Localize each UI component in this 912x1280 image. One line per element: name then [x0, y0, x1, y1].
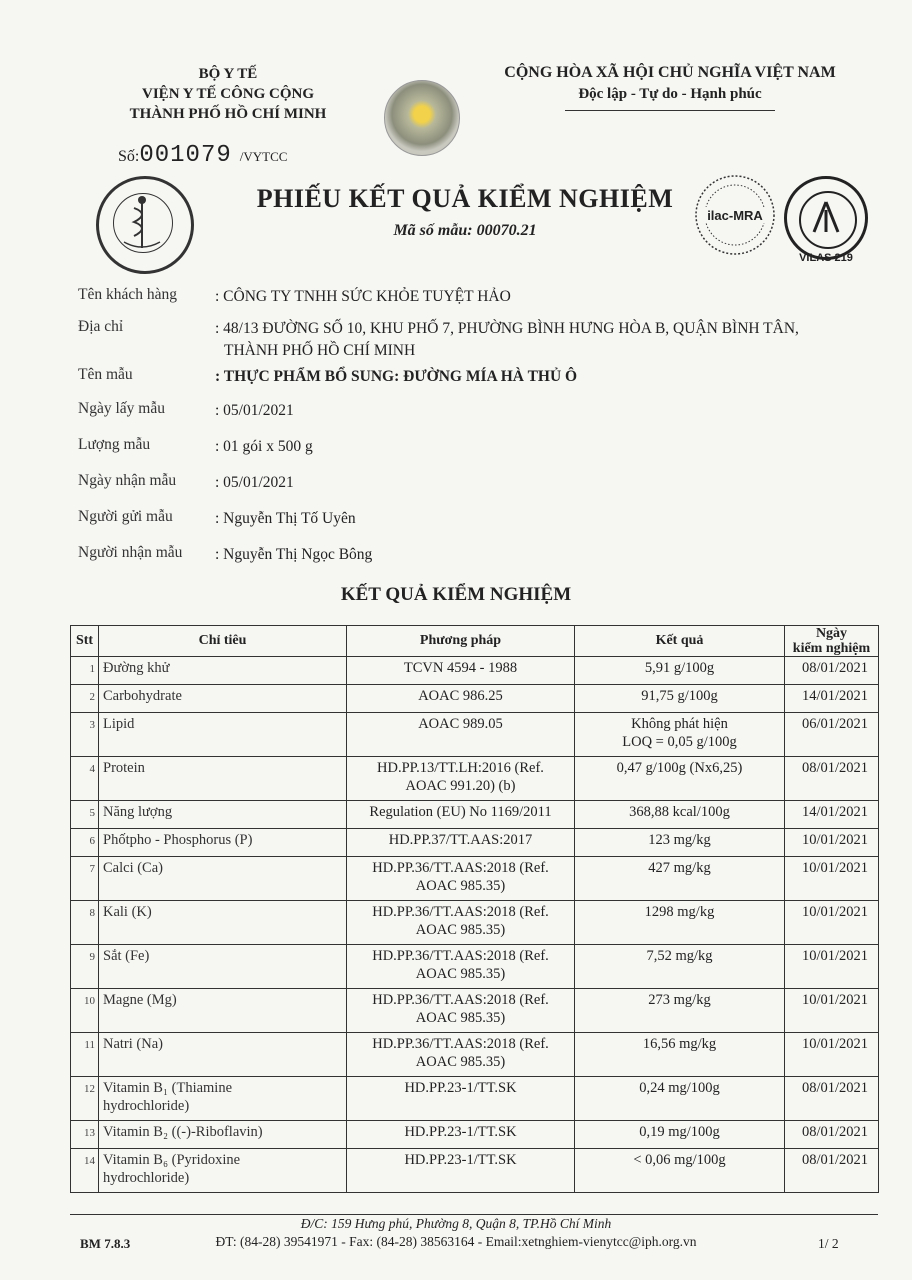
table-row — [71, 1077, 879, 1121]
national-header — [470, 64, 870, 103]
row-result: 7,52 mg/kg — [575, 945, 785, 989]
row-name: Phốtpho - Phosphorus (P) — [99, 829, 347, 857]
issuer-block — [88, 64, 368, 124]
row-stt: 6 — [71, 829, 99, 857]
header-method: Phương pháp — [347, 626, 575, 657]
row-stt: 1 — [71, 657, 99, 685]
row-name: Calci (Ca) — [99, 857, 347, 901]
row-name: Kali (K) — [99, 901, 347, 945]
table-row — [71, 989, 879, 1033]
row-method: HD.PP.36/TT.AAS:2018 (Ref. AOAC 985.35) — [347, 901, 575, 945]
row-result: 273 mg/kg — [575, 989, 785, 1033]
table-row — [71, 1033, 879, 1077]
header-date: Ngày kiểm nghiệm — [785, 626, 879, 657]
info-label: Lượng mẫu — [78, 436, 151, 453]
ilac-logo-text: ilac-MRA — [707, 208, 763, 223]
table-row — [71, 801, 879, 829]
institute-name-line1: VIỆN Y TẾ CÔNG CỘNG — [142, 86, 314, 102]
table-row — [71, 713, 879, 757]
info-value: : 48/13 ĐƯỜNG SỐ 10, KHU PHỐ 7, PHƯỜNG BÌNH HƯNG HÒA B, QUẬN BÌNH TÂN, THÀNH PHỐ HỒ CHÍ MINH — [215, 320, 799, 359]
row-method: TCVN 4594 - 1988 — [347, 657, 575, 685]
row-result: 368,88 kcal/100g — [575, 801, 785, 829]
row-method: AOAC 989.05 — [347, 713, 575, 757]
row-date: 08/01/2021 — [785, 757, 879, 801]
row-method: HD.PP.23-1/TT.SK — [347, 1077, 575, 1121]
number-prefix: Số: — [118, 148, 140, 165]
form-code: BM 7.8.3 — [80, 1236, 131, 1251]
institute-seal-icon — [96, 176, 194, 274]
row-method: HD.PP.37/TT.AAS:2017 — [347, 829, 575, 857]
motto-underline — [565, 110, 775, 111]
row-result: Không phát hiện LOQ = 0,05 g/100g — [575, 713, 785, 757]
row-result: 1298 mg/kg — [575, 901, 785, 945]
row-method: AOAC 986.25 — [347, 685, 575, 713]
row-stt: 11 — [71, 1033, 99, 1077]
table-row — [71, 657, 879, 685]
ilac-mra-logo-icon — [694, 174, 776, 256]
institute-name-line2: THÀNH PHỐ HỒ CHÍ MINH — [129, 106, 327, 122]
row-date: 08/01/2021 — [785, 1077, 879, 1121]
row-name: Carbohydrate — [99, 685, 347, 713]
info-value: : 05/01/2021 — [215, 474, 294, 491]
row-date: 08/01/2021 — [785, 657, 879, 685]
number-suffix: /VYTCC — [239, 149, 288, 164]
table-row — [71, 1149, 879, 1193]
info-label: Ngày lấy mẫu — [78, 400, 165, 417]
table-row — [71, 1121, 879, 1149]
row-stt: 12 — [71, 1077, 99, 1121]
info-label: Ngày nhận mẫu — [78, 472, 177, 489]
country-name: CỘNG HÒA XÃ HỘI CHỦ NGHĨA VIỆT NAM — [504, 64, 836, 81]
info-label: Người gửi mẫu — [78, 508, 173, 525]
info-value: : THỰC PHẨM BỔ SUNG: ĐƯỜNG MÍA HÀ THỦ Ô — [215, 368, 578, 385]
info-label: Địa chỉ — [78, 318, 124, 335]
row-stt: 5 — [71, 801, 99, 829]
header-result: Kết quả — [575, 626, 785, 657]
info-label: Người nhận mẫu — [78, 544, 183, 561]
row-date: 06/01/2021 — [785, 713, 879, 757]
row-stt: 14 — [71, 1149, 99, 1193]
table-header-row — [71, 626, 879, 657]
row-date: 14/01/2021 — [785, 801, 879, 829]
info-label: Tên khách hàng — [78, 286, 177, 303]
row-name: Vitamin B₁ (Thiamine hydrochloride) — [99, 1077, 347, 1121]
row-stt: 7 — [71, 857, 99, 901]
row-method: HD.PP.36/TT.AAS:2018 (Ref. AOAC 985.35) — [347, 1033, 575, 1077]
row-stt: 4 — [71, 757, 99, 801]
results-title: KẾT QUẢ KIỂM NGHIỆM — [340, 584, 572, 605]
header-stt: Stt — [71, 626, 99, 657]
row-method: HD.PP.36/TT.AAS:2018 (Ref. AOAC 985.35) — [347, 989, 575, 1033]
row-result: 0,24 mg/100g — [575, 1077, 785, 1121]
table-row — [71, 829, 879, 857]
row-result: 5,91 g/100g — [575, 657, 785, 685]
hologram-sticker-icon — [384, 80, 460, 156]
header-name: Chỉ tiêu — [99, 626, 347, 657]
row-name: Natri (Na) — [99, 1033, 347, 1077]
row-result: 91,75 g/100g — [575, 685, 785, 713]
row-date: 08/01/2021 — [785, 1121, 879, 1149]
row-method: HD.PP.23-1/TT.SK — [347, 1149, 575, 1193]
row-date: 10/01/2021 — [785, 989, 879, 1033]
document-number — [118, 142, 287, 169]
row-name: Vitamin B₂ ((-)-Riboflavin) — [99, 1121, 347, 1149]
national-motto: Độc lập - Tự do - Hạnh phúc — [578, 86, 762, 102]
row-name: Lipid — [99, 713, 347, 757]
row-name: Protein — [99, 757, 347, 801]
page-number: 1/ 2 — [818, 1236, 839, 1251]
row-stt: 10 — [71, 989, 99, 1033]
ministry-name: BỘ Y TẾ — [198, 66, 258, 82]
vilas-code: VILAS 219 — [799, 252, 853, 264]
row-result: 0,47 g/100g (Nx6,25) — [575, 757, 785, 801]
footer-contact: ĐT: (84-28) 39541971 - Fax: (84-28) 38563164 - Email:xetnghiem-vienytcc@iph.org.vn — [215, 1234, 697, 1249]
row-name: Năng lượng — [99, 801, 347, 829]
row-result: 16,56 mg/kg — [575, 1033, 785, 1077]
row-stt: 3 — [71, 713, 99, 757]
results-table — [70, 625, 879, 1193]
row-method: HD.PP.36/TT.AAS:2018 (Ref. AOAC 985.35) — [347, 857, 575, 901]
info-value: : Nguyễn Thị Tố Uyên — [215, 510, 356, 527]
table-row — [71, 945, 879, 989]
bureau-of-accreditation-logo-icon — [784, 176, 868, 260]
table-row — [71, 685, 879, 713]
footer-divider — [70, 1214, 878, 1215]
row-stt: 2 — [71, 685, 99, 713]
row-method: Regulation (EU) No 1169/2011 — [347, 801, 575, 829]
number-value: 001079 — [139, 142, 232, 169]
row-stt: 8 — [71, 901, 99, 945]
sample-code: Mã số mẫu: 00070.21 — [393, 222, 537, 239]
row-date: 10/01/2021 — [785, 945, 879, 989]
row-date: 10/01/2021 — [785, 829, 879, 857]
row-date: 10/01/2021 — [785, 857, 879, 901]
info-value: : 01 gói x 500 g — [215, 438, 313, 455]
row-method: HD.PP.13/TT.LH:2016 (Ref. AOAC 991.20) (b) — [347, 757, 575, 801]
row-name: Sắt (Fe) — [99, 945, 347, 989]
row-result: 123 mg/kg — [575, 829, 785, 857]
row-name: Magne (Mg) — [99, 989, 347, 1033]
row-stt: 13 — [71, 1121, 99, 1149]
row-date: 08/01/2021 — [785, 1149, 879, 1193]
row-name: Vitamin B₆ (Pyridoxine hydrochloride) — [99, 1149, 347, 1193]
row-result: 0,19 mg/100g — [575, 1121, 785, 1149]
row-method: HD.PP.23-1/TT.SK — [347, 1121, 575, 1149]
row-result: 427 mg/kg — [575, 857, 785, 901]
info-value: : 05/01/2021 — [215, 402, 294, 419]
info-label: Tên mẫu — [78, 366, 133, 383]
row-stt: 9 — [71, 945, 99, 989]
row-date: 10/01/2021 — [785, 901, 879, 945]
row-date: 10/01/2021 — [785, 1033, 879, 1077]
row-name: Đường khử — [99, 657, 347, 685]
table-row — [71, 857, 879, 901]
footer-address: Đ/C: 159 Hưng phú, Phường 8, Quận 8, TP.Hồ Chí Minh — [300, 1216, 612, 1231]
info-value: : CÔNG TY TNHH SỨC KHỎE TUYỆT HẢO — [215, 288, 511, 305]
row-method: HD.PP.36/TT.AAS:2018 (Ref. AOAC 985.35) — [347, 945, 575, 989]
info-value: : Nguyễn Thị Ngọc Bông — [215, 546, 373, 563]
row-date: 14/01/2021 — [785, 685, 879, 713]
document-title: PHIẾU KẾT QUẢ KIỂM NGHIỆM — [256, 184, 674, 213]
table-row — [71, 757, 879, 801]
table-row — [71, 901, 879, 945]
row-result: < 0,06 mg/100g — [575, 1149, 785, 1193]
